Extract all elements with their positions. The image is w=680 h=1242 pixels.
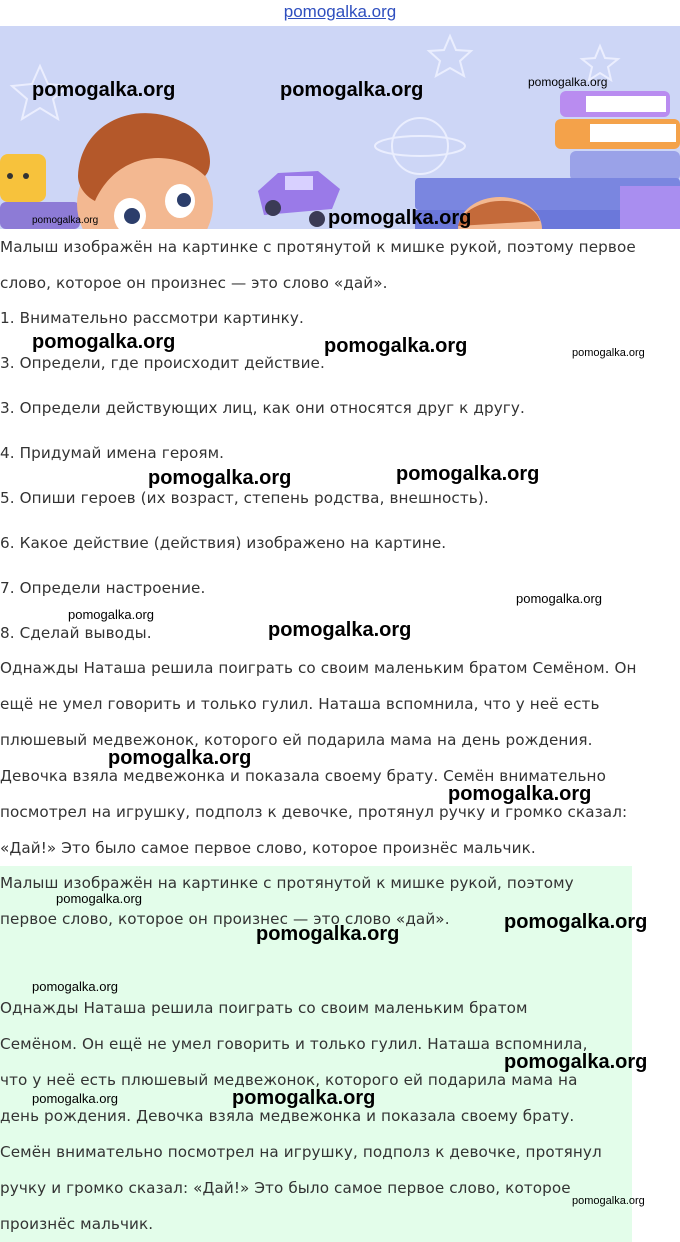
watermark: pomogalka.org bbox=[572, 1195, 645, 1207]
answer-story-line: Семёном. Он ещё не умел говорить и только гулил. Наташа вспомнила, bbox=[0, 1035, 588, 1053]
watermark: pomogalka.org bbox=[56, 891, 142, 906]
watermark: pomogalka.org bbox=[396, 463, 540, 485]
watermark: pomogalka.org bbox=[328, 207, 472, 229]
watermark: pomogalka.org bbox=[108, 747, 252, 769]
watermark: pomogalka.org bbox=[504, 911, 648, 933]
site-link[interactable]: pomogalka.org bbox=[283, 2, 397, 21]
watermark: pomogalka.org bbox=[32, 79, 176, 101]
answer-story-line: что у неё есть плюшевый медвежонок, которого ей подарила мама на bbox=[0, 1071, 578, 1089]
watermark: pomogalka.org bbox=[68, 607, 154, 622]
intro-line: слово, которое он произнес — это слово «дай». bbox=[0, 274, 388, 292]
step-item: 3. Определи действующих лиц, как они относятся друг к другу. bbox=[0, 399, 525, 417]
story-line: плюшевый медвежонок, которого ей подарила мама на день рождения. bbox=[0, 731, 593, 749]
header-illustration bbox=[0, 26, 680, 229]
watermark: pomogalka.org bbox=[148, 467, 292, 489]
story-line: Однажды Наташа решила поиграть со своим маленьким братом Семёном. Он bbox=[0, 659, 637, 677]
step-item: 1. Внимательно рассмотри картинку. bbox=[0, 309, 304, 327]
watermark: pomogalka.org bbox=[32, 215, 99, 226]
answer-story-line: ручку и громко сказал: «Дай!» Это было самое первое слово, которое bbox=[0, 1179, 571, 1197]
watermark: pomogalka.org bbox=[280, 79, 424, 101]
story-line: посмотрел на игрушку, подполз к девочке, протянул ручку и громко сказал: bbox=[0, 803, 628, 821]
story-line: Девочка взяла медвежонка и показала своему брату. Семён внимательно bbox=[0, 767, 606, 785]
step-item: 7. Определи настроение. bbox=[0, 579, 206, 597]
intro-line: Малыш изображён на картинке с протянутой к мишке рукой, поэтому первое bbox=[0, 238, 636, 256]
watermark: pomogalka.org bbox=[256, 923, 400, 945]
answer-story-line: Однажды Наташа решила поиграть со своим маленьким братом bbox=[0, 999, 528, 1017]
step-item: 6. Какое действие (действия) изображено на картине. bbox=[0, 534, 447, 552]
watermark: pomogalka.org bbox=[504, 1051, 648, 1073]
watermark: pomogalka.org bbox=[448, 783, 592, 805]
answer-story-line: день рождения. Девочка взяла медвежонка и показала своему брату. bbox=[0, 1107, 575, 1125]
step-item: 3. Определи, где происходит действие. bbox=[0, 354, 325, 372]
answer-story-line: произнёс мальчик. bbox=[0, 1215, 154, 1233]
watermark: pomogalka.org bbox=[32, 1091, 118, 1106]
answer-story-line: Семён внимательно посмотрел на игрушку, подполз к девочке, протянул bbox=[0, 1143, 602, 1161]
watermark: pomogalka.org bbox=[516, 591, 602, 606]
watermark: pomogalka.org bbox=[324, 335, 468, 357]
step-item: 5. Опиши героев (их возраст, степень родства, внешность). bbox=[0, 489, 489, 507]
answer-intro-line: Малыш изображён на картинке с протянутой к мишке рукой, поэтому bbox=[0, 874, 574, 892]
answer-intro-line: первое слово, которое он произнес — это слово «дай». bbox=[0, 910, 450, 928]
story-line: «Дай!» Это было самое первое слово, которое произнёс мальчик. bbox=[0, 839, 536, 857]
watermark: pomogalka.org bbox=[268, 619, 412, 641]
watermark: pomogalka.org bbox=[32, 979, 118, 994]
watermark: pomogalka.org bbox=[32, 331, 176, 353]
watermark: pomogalka.org bbox=[528, 75, 608, 89]
illustration-art bbox=[0, 26, 680, 229]
watermark: pomogalka.org bbox=[232, 1087, 376, 1109]
story-line: ещё не умел говорить и только гулил. Наташа вспомнила, что у неё есть bbox=[0, 695, 600, 713]
step-item: 8. Сделай выводы. bbox=[0, 624, 152, 642]
watermark: pomogalka.org bbox=[572, 347, 645, 359]
step-item: 4. Придумай имена героям. bbox=[0, 444, 225, 462]
